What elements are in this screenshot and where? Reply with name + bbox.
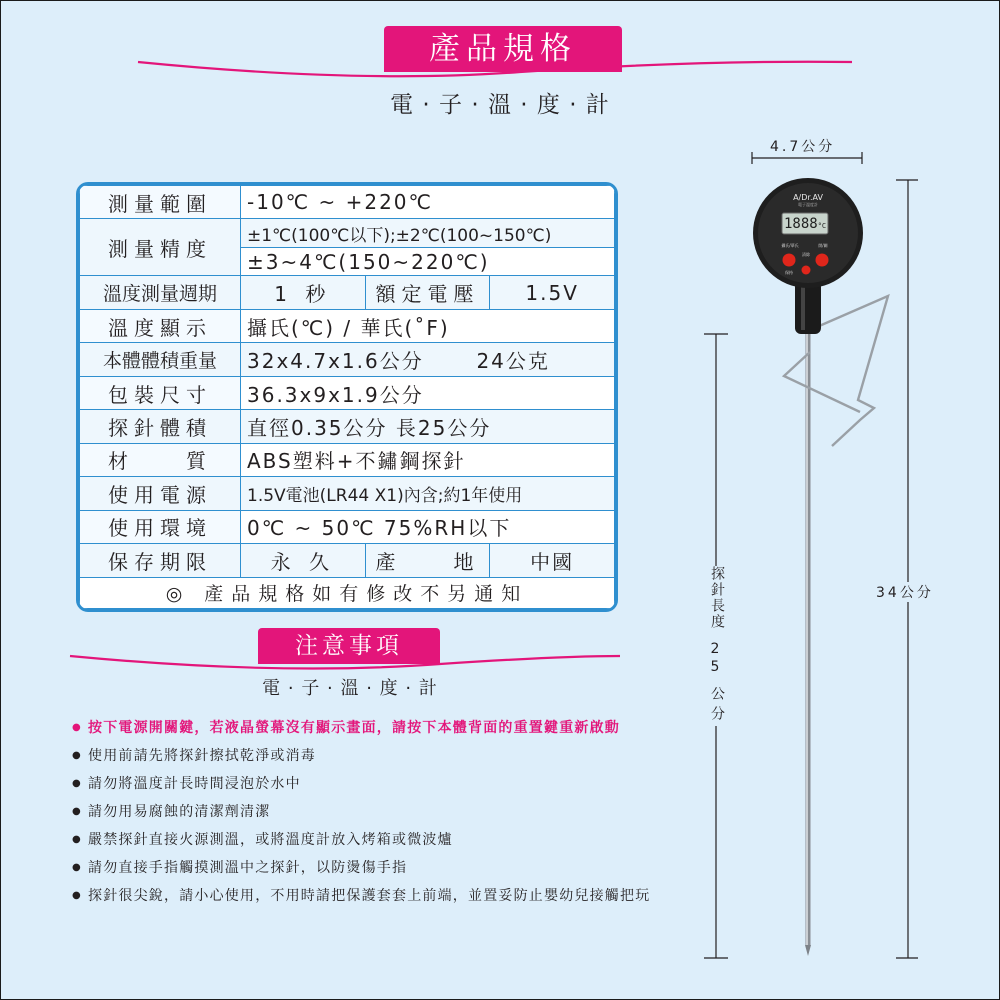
mode-button bbox=[783, 254, 796, 267]
power-value: 1.5V電池(LR44 X1)內含;約1年使用 bbox=[241, 477, 615, 510]
size-weight-label: 本體體積重量 bbox=[80, 343, 241, 376]
material-label: 材 質 bbox=[80, 443, 241, 476]
probe-length-title: 探針長度 bbox=[709, 566, 725, 630]
list-item: ● 按下電源開關鍵，若液晶螢幕沒有顯示畫面，請按下本體背面的重置鍵重新啟動 bbox=[72, 714, 672, 742]
probe-length-value: 25 bbox=[710, 641, 724, 675]
origin-label: 產 地 bbox=[365, 544, 490, 577]
brand-logo: A/Dr.AV bbox=[793, 193, 823, 202]
list-item: ● 嚴禁探針直接火源測溫，或將溫度計放入烤箱或微波爐 bbox=[72, 826, 672, 854]
total-length-label: 34公分 bbox=[876, 582, 934, 602]
list-item: ● 請勿用易腐蝕的清潔劑清潔 bbox=[72, 798, 672, 826]
material-value: ABS塑料+不鏽鋼探針 bbox=[241, 443, 615, 476]
origin-value: 中國 bbox=[490, 544, 615, 577]
button-bottom-caption: 保持 bbox=[785, 270, 793, 275]
lcd-reading bbox=[784, 216, 826, 234]
weight-value: 24公克 bbox=[476, 349, 550, 374]
lcd-unit: °C bbox=[817, 222, 827, 230]
list-item: ● 請勿直接手指觸摸測溫中之探針，以防燙傷手指 bbox=[72, 854, 672, 882]
env-label: 使用環境 bbox=[80, 510, 241, 543]
size-value: 32x4.7x1.6公分 bbox=[247, 349, 424, 374]
list-item: ● 探針很尖銳，請小心使用，不用時請把保護套套上前端，並置妥防止嬰幼兒接觸把玩 bbox=[72, 882, 672, 910]
voltage-label: 額定電壓 bbox=[365, 276, 490, 309]
power-label: 使用電源 bbox=[80, 477, 241, 510]
list-item: ● 請勿將溫度計長時間浸泡於水中 bbox=[72, 770, 672, 798]
notes-banner-title: 注意事項 bbox=[258, 628, 440, 664]
probe-length-annotation bbox=[708, 566, 726, 726]
shelf-value: 永 久 bbox=[241, 544, 366, 577]
range-label: 測量範圍 bbox=[80, 186, 241, 219]
button-center-caption: 清除 bbox=[802, 252, 810, 257]
probe-length-unit: 公分 bbox=[709, 686, 725, 726]
width-dimension-label: 4.7公分 bbox=[770, 139, 836, 155]
spec-subtitle: 電 · 子 · 溫 · 度 · 計 bbox=[390, 92, 610, 118]
range-value: -10℃ ~ +220℃ bbox=[241, 186, 615, 219]
shelf-label: 保存期限 bbox=[80, 544, 241, 577]
list-item: ● 使用前請先將探針擦拭乾淨或消毒 bbox=[72, 742, 672, 770]
display-label: 溫度顯示 bbox=[80, 309, 241, 342]
lcd-digits: 1888 bbox=[784, 216, 818, 232]
accuracy-label: 測量精度 bbox=[80, 219, 241, 276]
spec-notice: ◎ 產品規格如有修改不另通知 bbox=[80, 577, 615, 608]
accuracy-value-2: ±3~4℃(150~220℃) bbox=[241, 248, 615, 276]
button-left-caption: 攝氏/華氏 bbox=[781, 243, 799, 248]
cycle-label: 溫度測量週期 bbox=[80, 276, 241, 309]
env-value: 0℃ ~ 50℃ 75%RH以下 bbox=[241, 510, 615, 543]
package-value: 36.3x9x1.9公分 bbox=[241, 376, 615, 409]
spec-banner-title: 產品規格 bbox=[384, 26, 622, 72]
button-right-caption: 開/關 bbox=[818, 243, 828, 248]
cycle-value: 1 秒 bbox=[241, 276, 366, 309]
package-label: 包裝尺寸 bbox=[80, 376, 241, 409]
display-value: 攝氏(℃) / 華氏(˚F) bbox=[241, 309, 615, 342]
notes-subtitle: 電 · 子 · 溫 · 度 · 計 bbox=[262, 678, 438, 699]
probe-size-value: 直徑0.35公分 長25公分 bbox=[241, 410, 615, 443]
power-button bbox=[816, 254, 829, 267]
accuracy-value-1: ±1℃(100℃以下);±2℃(100~150℃) bbox=[241, 219, 615, 248]
total-length-dimension-line bbox=[896, 180, 918, 958]
probe-size-label: 探針體積 bbox=[80, 410, 241, 443]
clear-button bbox=[802, 266, 811, 275]
voltage-value: 1.5V bbox=[490, 276, 615, 309]
model-caption: 電子溫度計 bbox=[798, 202, 818, 207]
